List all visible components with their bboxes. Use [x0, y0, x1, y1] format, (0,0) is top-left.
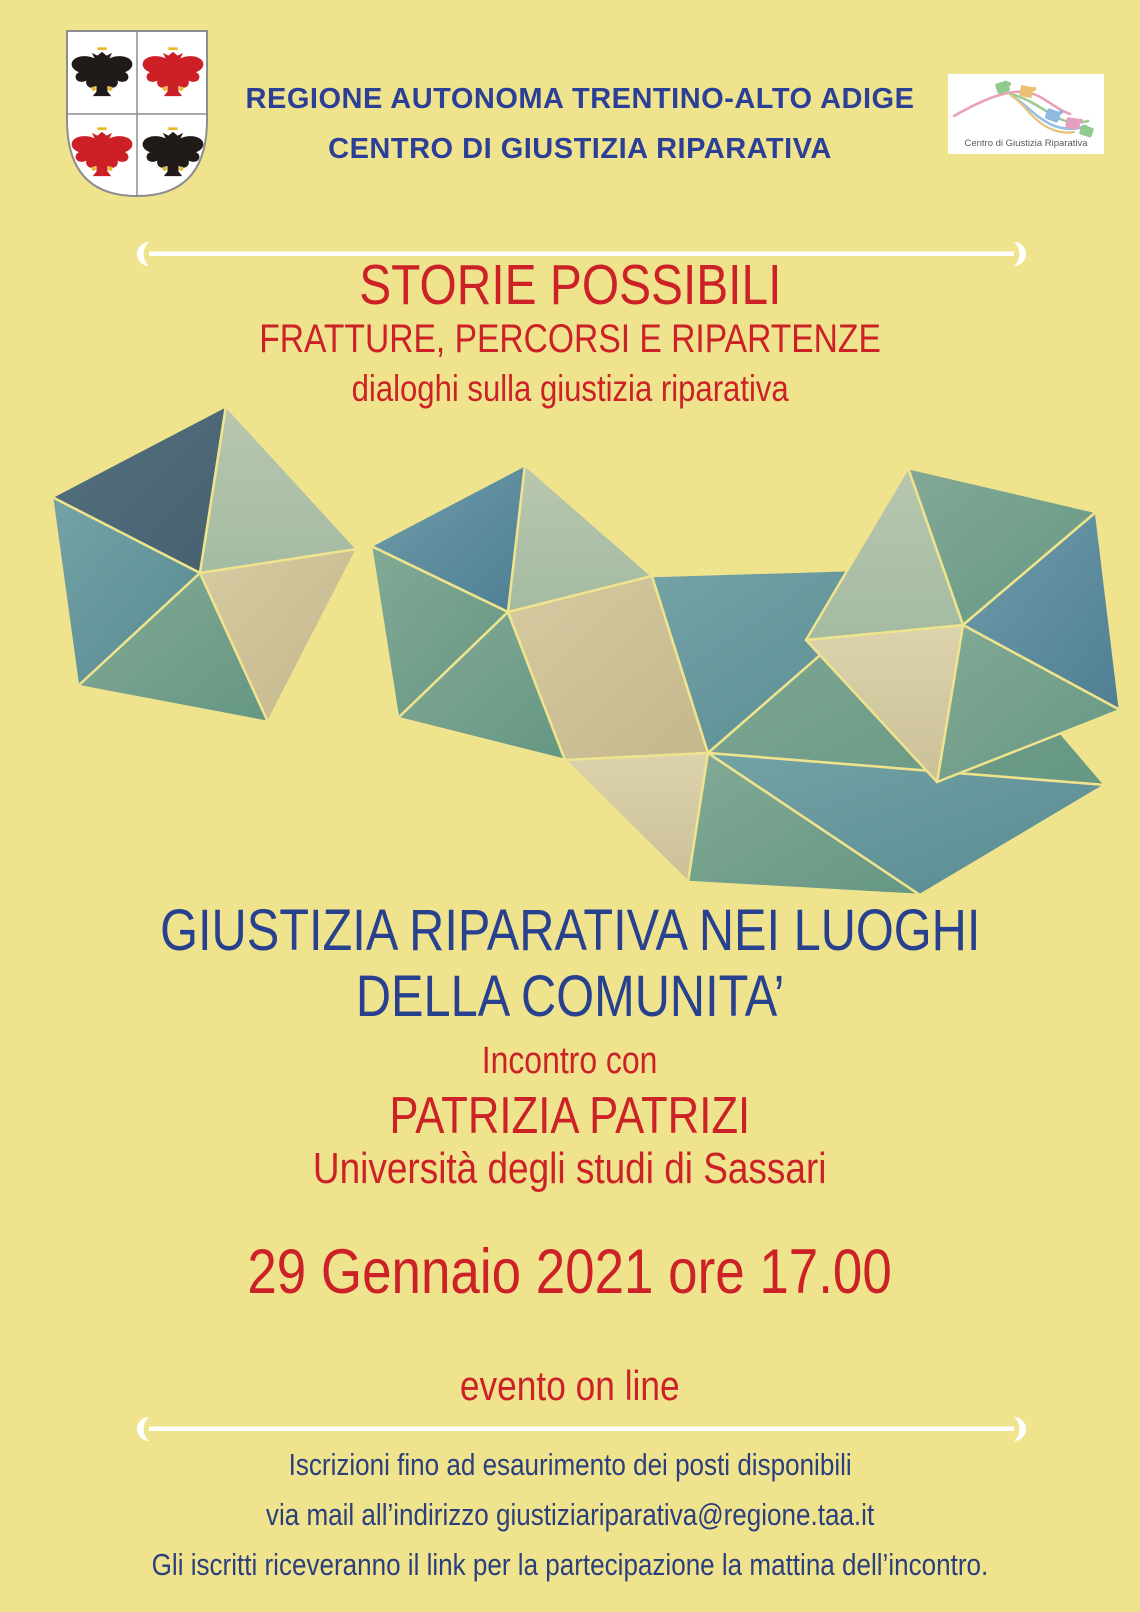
registration-info [0, 1440, 1140, 1590]
speaker-affiliation: Università degli studi di Sassari [313, 1144, 827, 1193]
event-title-line1: GIUSTIZIA RIPARATIVA NEI LUOGHI [159, 898, 981, 963]
logo-caption: Centro di Giustizia Riparativa [964, 138, 1088, 149]
poster-subtitle: FRATTURE, PERCORSI E RIPARTENZE [259, 317, 881, 361]
info-line3: Gli iscritti riceveranno il link per la partecipazione la mattina dell’incontro. [151, 1547, 989, 1582]
bottom-divider [133, 1415, 1030, 1443]
event-datetime: 29 Gennaio 2021 ore 17.00 [247, 1237, 893, 1307]
divider-left-crescent [137, 1417, 149, 1441]
meeting-label: Incontro con [482, 1040, 658, 1082]
header-line1: REGIONE AUTONOMA TRENTINO-ALTO ADIGE [245, 83, 915, 115]
header-line2: CENTRO DI GIUSTIZIA RIPARATIVA [328, 133, 832, 165]
event-title-line2: DELLA COMUNITA’ [355, 964, 785, 1029]
speaker-row [0, 1086, 1140, 1146]
info-line2: via mail all’indirizzo giustiziariparativa@regione.taa.it [265, 1497, 875, 1532]
poster-tagline: dialoghi sulla giustizia riparativa [351, 368, 789, 409]
meeting-label-row [0, 1040, 1140, 1083]
speaker-name: PATRIZIA PATRIZI [389, 1087, 751, 1145]
event-mode-row [0, 1362, 1140, 1410]
left-pentagon-cluster [52, 406, 357, 722]
info-line1: Iscrizioni fino ad esaurimento dei posti disponibili [288, 1447, 852, 1482]
affiliation-row [0, 1144, 1140, 1194]
event-datetime-row [0, 1236, 1140, 1308]
poster-title: STORIE POSSIBILI [358, 253, 782, 317]
event-mode: evento on line [460, 1362, 680, 1409]
event-title [0, 898, 1140, 1030]
divider-right-crescent [1014, 1417, 1026, 1441]
